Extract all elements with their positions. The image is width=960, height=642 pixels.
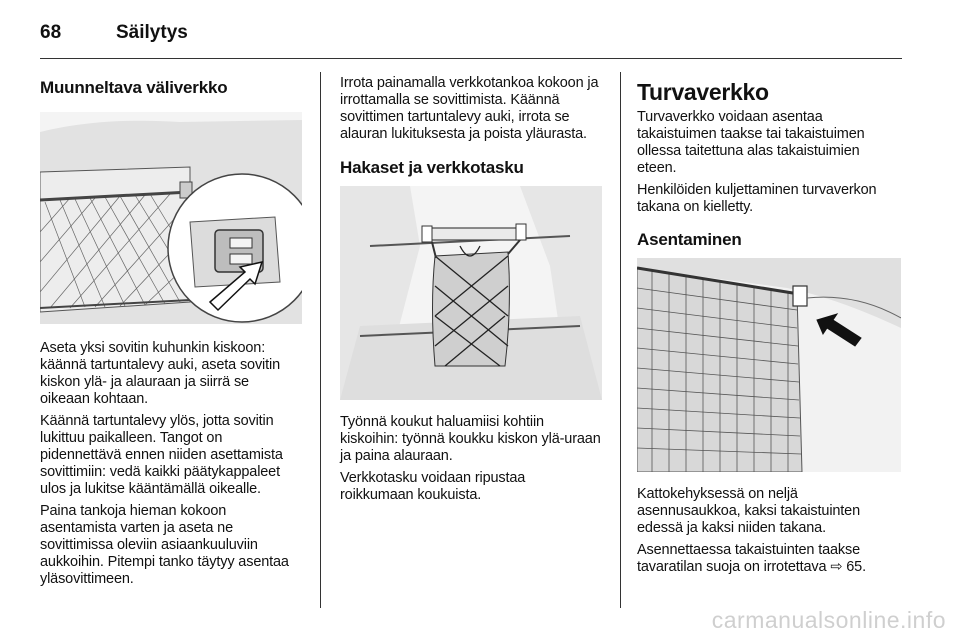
paragraph-1: Irrota painamalla verkkotankoa kokoon ja irrottamalla se sovittimista. Käännä sovittimen tartuntalevy auki, irrota se alauran lukituksesta ja poista yläurasta.: [340, 75, 599, 142]
paragraph-2: Työnnä koukut haluamiisi kohtiin kiskoihin: työnnä koukku kiskon ylä-uraan ja paina alauraan.: [340, 414, 601, 464]
page-ref-number[interactable]: 65.: [846, 559, 866, 575]
paragraph-4: [637, 542, 901, 576]
column-divider-2: [620, 72, 621, 608]
paragraph-2: Henkilöiden kuljettaminen turvaverkon takana on kielletty.: [637, 182, 877, 215]
column-2: [340, 72, 602, 504]
paragraph-2: Käännä tartuntalevy ylös, jotta sovitin lukittuu paikalleen. Tangot on pidennettävä ennen niiden asettamista sovittimiin: vedä kaikki päätykappaleet ulos ja lukitse kääntämällä oikealle.: [40, 413, 283, 497]
illustration-safety-net-mounting: [637, 258, 901, 472]
column-3: [637, 72, 901, 576]
illustration-partition-net-adapter: [40, 112, 302, 324]
page-header: [40, 18, 188, 48]
watermark: carmanualsonline.info: [711, 607, 946, 633]
paragraph-1: Aseta yksi sovitin kuhunkin kiskoon: käännä tartuntalevy auki, aseta sovitin kiskon ylä- ja alauraan ja siirrä se oikeaan kohtaan.: [40, 340, 280, 407]
illustration-hooks-and-net-pocket: [340, 186, 602, 400]
paragraph-3: Paina tankoja hieman kokoon asentamista varten ja aseta ne sovittimissa oleviin asiaankuuluviin aukkoihin. Pitempi tanko täytyy asentaa yläsovittimeen.: [40, 503, 289, 587]
heading-hakaset-ja-verkkotasku: Hakaset ja verkkotasku: [340, 158, 524, 177]
paragraph-1: Turvaverkko voidaan asentaa takaistuimen taakse tai takaistuimen ollessa taitettuna alas takaistuimien eteen.: [637, 109, 865, 176]
paragraph-4-text: Asennettaessa takaistuinten taakse tavaratilan suoja on irrotettava: [637, 542, 861, 575]
page-ref-arrow-icon: ⇨: [830, 559, 843, 575]
header-rule: [40, 58, 902, 59]
page-number: 68: [40, 22, 62, 43]
paragraph-3: Kattokehyksessä on neljä asennusaukkoa, kaksi takaistuinten edessä ja kaksi niiden takana.: [637, 486, 861, 536]
section-title: Säilytys: [116, 22, 188, 43]
paragraph-3: Verkkotasku voidaan ripustaa roikkumaan koukuista.: [340, 470, 526, 503]
heading-muunneltava-valiverkko: Muunneltava väliverkko: [40, 78, 228, 97]
column-1: [40, 72, 302, 588]
title-turvaverkko: Turvaverkko: [637, 79, 769, 105]
column-divider-1: [320, 72, 321, 608]
heading-asentaminen: Asentaminen: [637, 230, 742, 249]
